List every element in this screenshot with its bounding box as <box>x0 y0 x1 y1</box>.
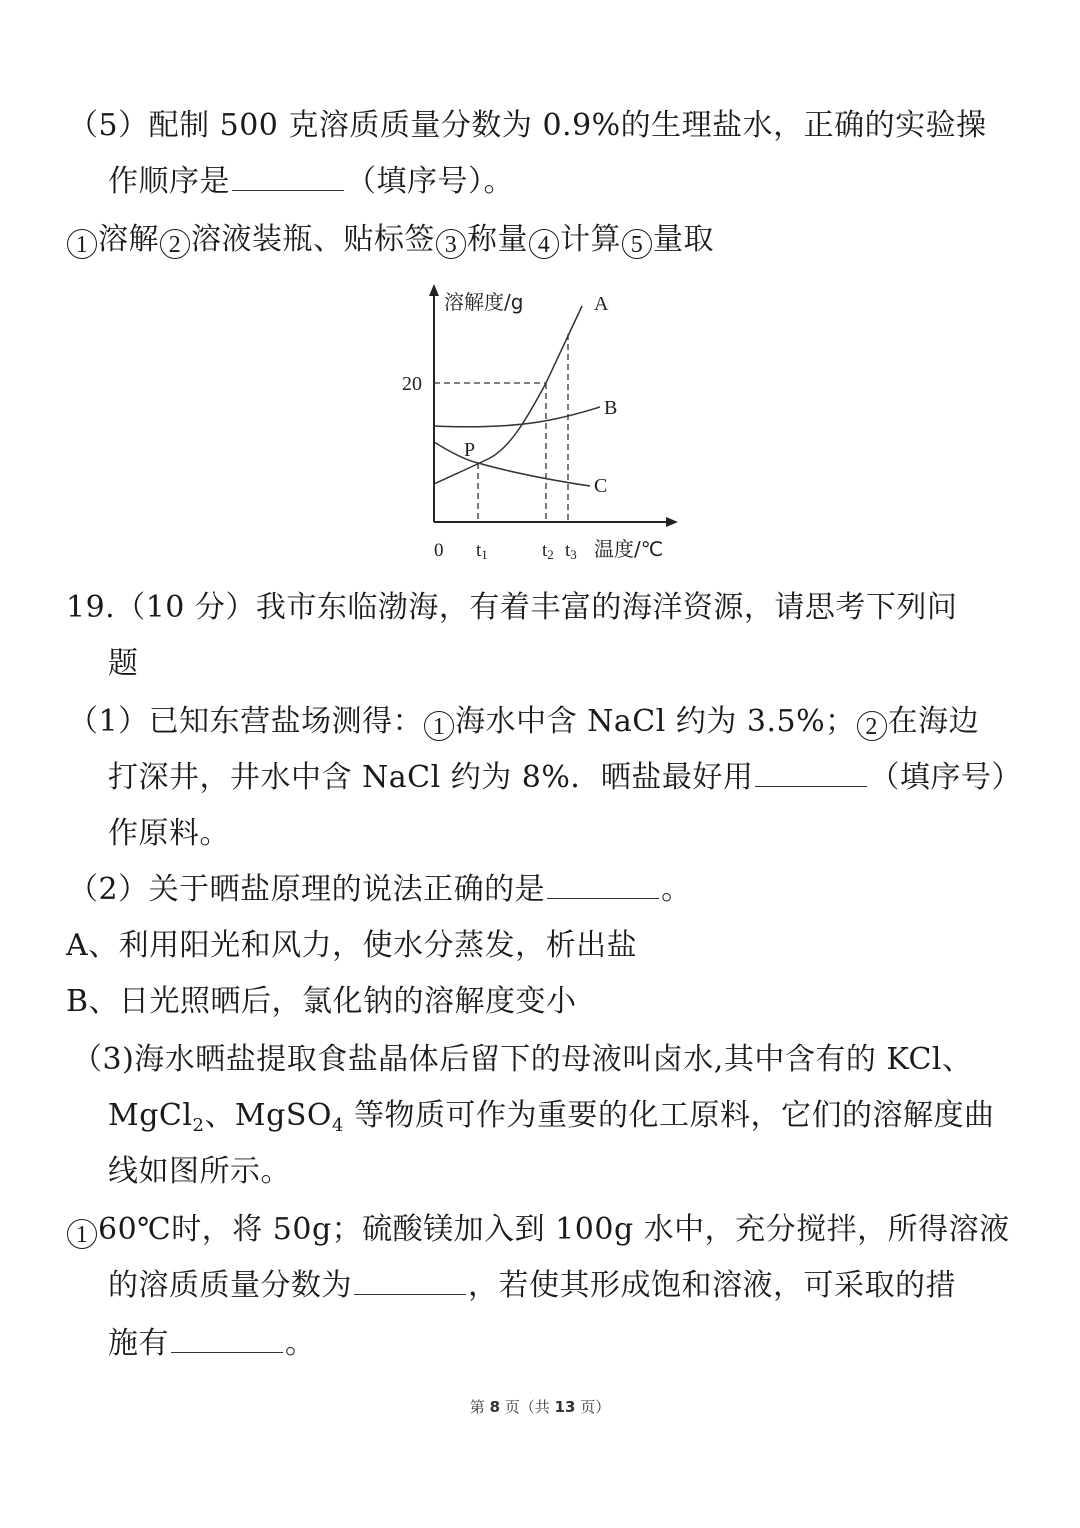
circled-number: 5 <box>622 229 652 259</box>
x-axis-label: 温度/℃ <box>594 537 664 561</box>
circled-number: 2 <box>857 711 887 741</box>
page-total: 13 <box>554 1398 576 1416</box>
answer-blank[interactable] <box>755 758 867 787</box>
q19-p1-line2: 打深井，井水中含 NaCl 约为 8%．晒盐最好用 （填序号） <box>108 760 1022 795</box>
circled-number: 2 <box>160 229 190 259</box>
q19-line2: 题 <box>108 646 139 681</box>
q19-p3-line2: MgCl$_2$、MgSO$_4$ 等物质可作为重要的化工原料，它们的溶解度曲 <box>108 1098 995 1136</box>
point-p-label: P <box>464 439 476 461</box>
q19-s1-line1: 1 60℃时，将 50g；硫酸镁加入到 100g 水中，充分搅拌，所得溶液 <box>66 1210 1010 1250</box>
q19-p3-line3: 线如图所示。 <box>108 1154 291 1189</box>
page-footer: 第 8 页（共 13 页） <box>469 1398 611 1416</box>
q19-p3-line1: （3)海水晒盐提取食盐晶体后留下的母液叫卤水,其中含有的 KCl、 <box>72 1042 973 1077</box>
svg-text:t3: t3 <box>565 540 577 562</box>
q18-p5-options: 1 溶解 2 溶液装瓶、贴标签 3 称量 4 计算 5 量取 <box>66 220 714 260</box>
q19-p1-line1: （1）已知东营盐场测得： 1 海水中含 NaCl 约为 3.5%； 2 在海边 <box>68 704 980 740</box>
y-tick-20: 20 <box>402 373 422 395</box>
answer-blank[interactable] <box>232 162 344 191</box>
answer-blank[interactable] <box>171 1324 283 1353</box>
q19-option-a: A、利用阳光和风力，使水分蒸发，析出盐 <box>66 928 638 963</box>
circled-number: 1 <box>67 1219 97 1249</box>
answer-blank[interactable] <box>354 1266 466 1295</box>
circled-number: 3 <box>436 229 466 259</box>
answer-blank[interactable] <box>547 870 659 899</box>
q19-s1-line3: 施有 。 <box>108 1326 316 1361</box>
solubility-chart <box>400 282 700 572</box>
y-axis-label: 溶解度/g <box>444 290 524 314</box>
x-tick-0: 0 <box>434 540 444 561</box>
series-label-a: A <box>594 293 609 315</box>
q18-p5-line2: 作顺序是 （填序号）。 <box>108 164 514 199</box>
q19-p2-line1: （2）关于晒盐原理的说法正确的是 。 <box>68 872 692 907</box>
circled-number: 1 <box>424 711 454 741</box>
circled-number: 4 <box>529 229 559 259</box>
series-label-b: B <box>604 397 618 419</box>
svg-text:t1: t1 <box>476 540 488 562</box>
q19-p1-line3: 作原料。 <box>108 816 230 851</box>
series-label-c: C <box>594 475 608 497</box>
circled-number: 1 <box>67 229 97 259</box>
q19-s1-line2: 的溶质质量分数为 ，若使其形成饱和溶液，可采取的措 <box>108 1268 956 1303</box>
svg-text:t2: t2 <box>542 540 554 562</box>
page-number: 8 <box>489 1398 500 1416</box>
q18-p5-line1: （5）配制 500 克溶质质量分数为 0.9%的生理盐水，正确的实验操 <box>68 108 987 143</box>
q19-option-b: B、日光照晒后，氯化钠的溶解度变小 <box>66 984 577 1019</box>
q19-line1: 19.（10 分）我市东临渤海，有着丰富的海洋资源，请思考下列问 <box>66 590 958 625</box>
